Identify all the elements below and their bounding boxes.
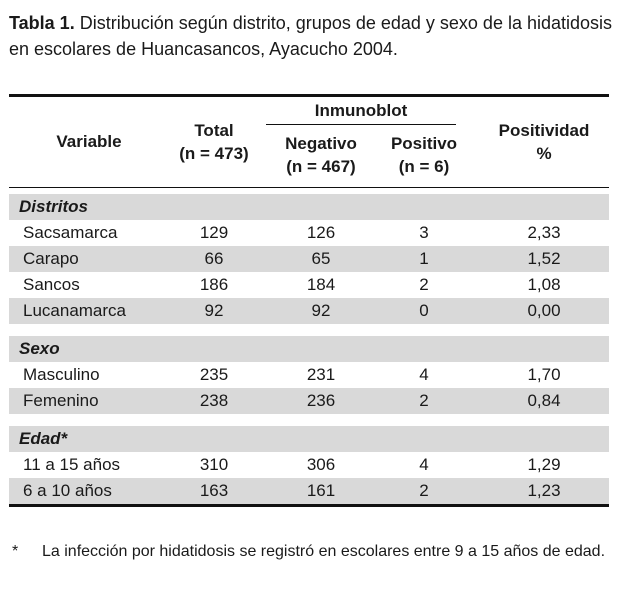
cell-positivo: 4 bbox=[419, 365, 429, 384]
cell-positividad: 1,08 bbox=[527, 275, 561, 294]
cell-negativo: 161 bbox=[306, 481, 336, 500]
header-negativo bbox=[266, 132, 376, 178]
table-row bbox=[9, 388, 609, 414]
table-row bbox=[9, 220, 609, 246]
cell-total: 238 bbox=[199, 391, 229, 410]
cell-negativo: 236 bbox=[306, 391, 336, 410]
header-positivo-n: (n = 6) bbox=[398, 157, 450, 176]
section-title: Edad* bbox=[19, 429, 68, 448]
section-edad bbox=[9, 426, 609, 452]
section-title: Distritos bbox=[19, 197, 88, 216]
cell-total: 186 bbox=[199, 275, 229, 294]
row-label: Femenino bbox=[23, 391, 99, 410]
header-inmunoblot: Inmunoblot bbox=[314, 101, 408, 120]
cell-negativo: 92 bbox=[311, 301, 331, 320]
header-positividad-label: Positividad bbox=[498, 121, 590, 140]
cell-positividad: 1,29 bbox=[527, 455, 561, 474]
cell-total: 129 bbox=[199, 223, 229, 242]
table-row bbox=[9, 478, 609, 504]
row-label: Masculino bbox=[23, 365, 100, 384]
cell-positivo: 3 bbox=[419, 223, 429, 242]
cell-total: 235 bbox=[199, 365, 229, 384]
row-label: Sancos bbox=[23, 275, 80, 294]
row-label: Carapo bbox=[23, 249, 79, 268]
cell-total: 310 bbox=[199, 455, 229, 474]
data-table bbox=[9, 94, 609, 507]
row-label: Sacsamarca bbox=[23, 223, 118, 242]
header-total-label: Total bbox=[194, 121, 234, 140]
table-caption bbox=[9, 10, 629, 62]
cell-negativo: 184 bbox=[306, 275, 336, 294]
cell-positivo: 0 bbox=[419, 301, 429, 320]
table-row bbox=[9, 272, 609, 298]
header-variable: Variable bbox=[56, 132, 122, 151]
header-negativo-n: (n = 467) bbox=[286, 157, 356, 176]
section-sexo bbox=[9, 336, 609, 362]
table-row bbox=[9, 362, 609, 388]
cell-total: 66 bbox=[204, 249, 224, 268]
cell-positividad: 1,70 bbox=[527, 365, 561, 384]
cell-positivo: 2 bbox=[419, 481, 429, 500]
header-total bbox=[159, 119, 269, 165]
section-title: Sexo bbox=[19, 339, 60, 358]
cell-positividad: 2,33 bbox=[527, 223, 561, 242]
header-positivo-label: Positivo bbox=[390, 134, 458, 153]
row-label: 11 a 15 años bbox=[23, 455, 121, 474]
cell-negativo: 65 bbox=[311, 249, 331, 268]
inmunoblot-rule bbox=[266, 124, 456, 125]
header-total-n: (n = 473) bbox=[179, 144, 249, 163]
cell-positivo: 4 bbox=[419, 455, 429, 474]
cell-negativo: 306 bbox=[306, 455, 336, 474]
header-negativo-label: Negativo bbox=[285, 134, 357, 153]
row-label: 6 a 10 años bbox=[23, 481, 112, 500]
cell-negativo: 126 bbox=[306, 223, 336, 242]
table-header bbox=[9, 97, 609, 187]
row-label: Lucanamarca bbox=[23, 301, 127, 320]
bottom-rule bbox=[9, 504, 609, 507]
header-positividad bbox=[479, 119, 609, 165]
cell-positivo: 2 bbox=[419, 391, 429, 410]
cell-positividad: 0,84 bbox=[527, 391, 561, 410]
cell-positividad: 0,00 bbox=[527, 301, 561, 320]
header-positivo bbox=[379, 132, 469, 178]
cell-positividad: 1,52 bbox=[527, 249, 561, 268]
cell-positivo: 1 bbox=[419, 249, 429, 268]
cell-total: 92 bbox=[204, 301, 224, 320]
cell-positividad: 1,23 bbox=[527, 481, 561, 500]
cell-positivo: 2 bbox=[419, 275, 429, 294]
cell-total: 163 bbox=[199, 481, 229, 500]
footnote-text: La infección por hidatidosis se registró en escolares entre 9 a 15 años de edad. bbox=[42, 543, 606, 560]
footnote-marker: * bbox=[12, 543, 19, 560]
caption-text: Distribución según distrito, grupos de edad y sexo de la hidatidosis en escolares de Huancasancos, Ayacucho 2004. bbox=[9, 13, 613, 59]
table-row bbox=[9, 246, 609, 272]
cell-negativo: 231 bbox=[306, 365, 336, 384]
section-distritos bbox=[9, 194, 609, 220]
table-row bbox=[9, 452, 609, 478]
caption-label: Tabla 1. bbox=[9, 13, 75, 33]
table-row bbox=[9, 298, 609, 324]
header-positividad-unit: % bbox=[536, 144, 552, 163]
